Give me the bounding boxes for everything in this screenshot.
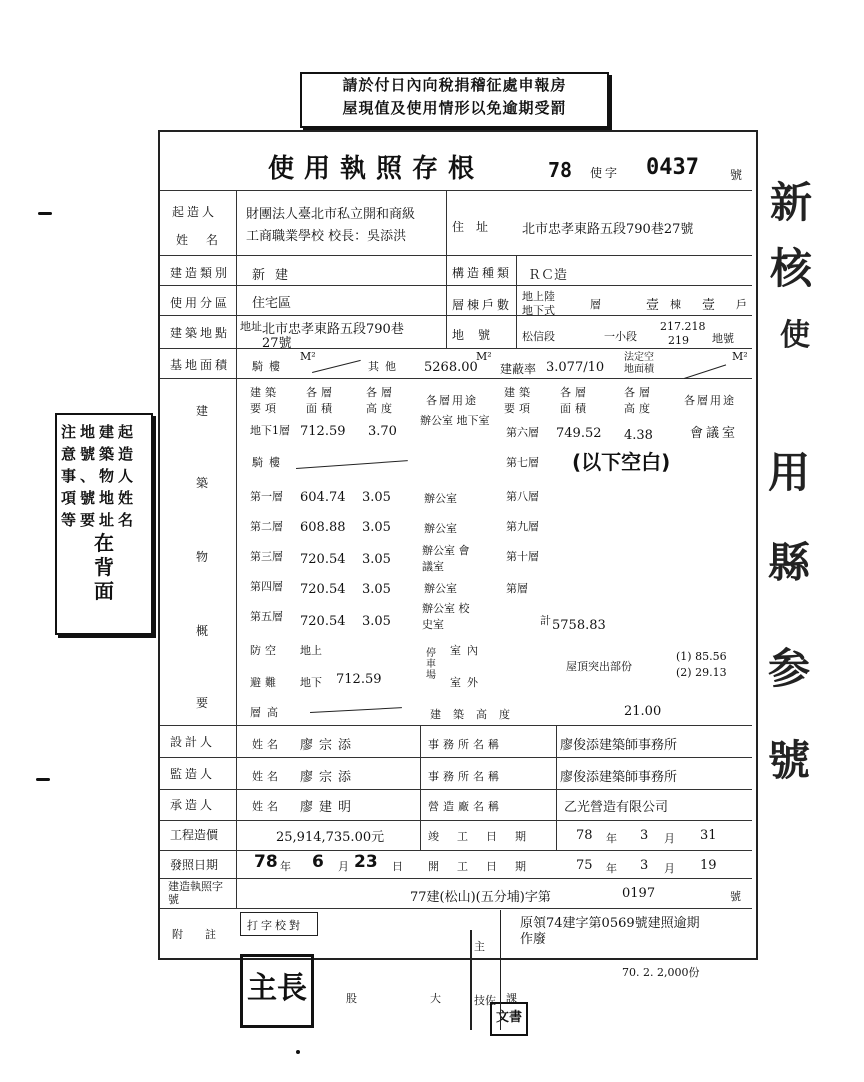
rule-v <box>516 255 517 348</box>
floor-height: 3.05 <box>362 582 391 597</box>
shelter-below-value: 712.59 <box>336 672 382 687</box>
contractor-name-label: 姓名 <box>252 800 282 813</box>
floor-name: 第二層 <box>250 520 283 533</box>
floor-name: 第九層 <box>506 520 539 533</box>
unit-m2: M² <box>732 350 748 363</box>
rule-v <box>446 190 447 348</box>
side-note-line: 事、物人 <box>61 467 138 485</box>
margin-char: 使 <box>780 318 810 353</box>
edge-mark <box>38 212 52 215</box>
floor-use: 辦公室 會議室 <box>422 544 470 573</box>
roof-label: 屋頂突出部份 <box>566 660 632 673</box>
floor-name: 第三層 <box>250 550 283 563</box>
builder-name-1: 財團法人臺北市私立開和商級 <box>246 207 416 222</box>
floor-name: 第四層 <box>250 580 283 593</box>
coverage-value: 3.077/10 <box>546 360 605 375</box>
floors-hu-count: 壹 <box>702 298 716 313</box>
stamp-divider <box>470 930 472 1030</box>
issue-label: 發照日期 <box>170 858 219 872</box>
floor-area: 712.59 <box>300 424 346 439</box>
seal-char: 主 <box>247 971 277 1006</box>
month-char: 月 <box>338 860 349 873</box>
done-day: 31 <box>700 828 717 843</box>
proof-label: 打字校對 <box>247 919 303 932</box>
supervisor-office-label: 事務所名稱 <box>428 770 503 783</box>
struct-value: ＲＣ造 <box>528 268 568 283</box>
rule <box>160 285 752 286</box>
floor-name: 第七層 <box>506 456 539 469</box>
section-char: 概 <box>196 624 212 638</box>
floor-area: 749.52 <box>556 426 602 441</box>
footer-print: 70. 2. 2,000份 <box>622 966 700 979</box>
section-char: 物 <box>196 550 212 564</box>
lot-district: 松信段 <box>522 330 555 343</box>
margin-char: 用 <box>768 448 811 497</box>
rule <box>160 190 752 191</box>
rule-v <box>236 190 237 908</box>
contractor-label: 承造人 <box>170 798 216 812</box>
head-use: 各層用途 <box>426 394 478 407</box>
rule <box>160 315 752 316</box>
unit-m2: M² <box>476 350 492 363</box>
parking-inside: 室內 <box>450 644 484 657</box>
builder-name-2: 工商職業學校 校長：吳添洪 <box>246 229 407 244</box>
bldg-height-label: 建築高度 <box>430 708 522 721</box>
bldg-height-value: 21.00 <box>624 704 662 719</box>
floor-name: 地下1層 <box>250 424 290 437</box>
permit-num: 0197 <box>622 886 656 901</box>
floor-height: 3.05 <box>362 614 391 629</box>
roof-1: (1) 85.56 <box>676 650 727 663</box>
floor-area: 720.54 <box>300 614 346 629</box>
rule <box>160 820 752 821</box>
side-note-box <box>55 413 153 635</box>
floor-name: 第六層 <box>506 426 539 439</box>
rule <box>160 757 752 758</box>
shelter-below: 地下 <box>300 676 322 689</box>
open-space-label: 法定空地面積 <box>624 352 654 375</box>
build-type-label: 建造類別 <box>170 266 231 280</box>
permit-type: 使字 <box>590 166 621 180</box>
floors-hu: 戶 <box>736 298 747 311</box>
remark-text-1: 原領74建字第0569號建照逾期 <box>520 916 700 931</box>
struct-label: 構造種類 <box>452 266 513 280</box>
supervisor-label: 監造人 <box>170 767 216 781</box>
layer-height-label: 層高 <box>250 706 284 719</box>
margin-char: 縣 <box>768 538 811 587</box>
evac-label: 避難 <box>250 676 280 689</box>
start-label: 開工日期 <box>428 860 544 873</box>
permit-number: 0437 <box>646 155 699 180</box>
head-area: 各層面積 <box>306 386 336 415</box>
section-char: 建 <box>196 404 212 418</box>
contractor-firm: 乙光營造有限公司 <box>564 800 669 815</box>
start-month: 3 <box>640 858 649 873</box>
parking-label: 停車場 <box>426 648 436 681</box>
total-label: 計 <box>540 614 551 627</box>
rule <box>160 908 752 909</box>
rule <box>160 255 752 256</box>
rule <box>160 348 752 349</box>
lot-label: 地號 <box>452 328 505 342</box>
coverage-label: 建蔽率 <box>500 362 537 376</box>
side-note-char: 在 <box>94 531 114 555</box>
parking-outside: 室外 <box>450 676 484 689</box>
floor-use: 辦公室 地下室 <box>420 414 490 427</box>
area-total: 5268.00 <box>424 360 478 375</box>
floor-name: 第五層 <box>250 610 283 623</box>
permit-value: 77建(松山)(五分埔)字第 <box>410 890 551 905</box>
head-use: 各層用途 <box>684 394 736 407</box>
head-item: 建築要項 <box>250 386 280 415</box>
remark-label: 附註 <box>172 928 238 941</box>
head-area: 各層面積 <box>560 386 590 415</box>
done-month: 3 <box>640 828 649 843</box>
notice-line1: 請於付日內向稅捐稽征處申報房 <box>342 76 567 94</box>
site-label: 建築地點 <box>170 326 231 340</box>
total-value: 5758.83 <box>552 618 606 633</box>
wenshu-seal: 文書 <box>490 1002 528 1036</box>
floors-below: 地下式 <box>522 304 555 317</box>
floors-layer: 層 <box>590 298 601 311</box>
month-char: 月 <box>664 862 675 875</box>
issue-day: 23 <box>354 852 378 872</box>
designer-name-label: 姓名 <box>252 738 282 751</box>
designer-office-label: 事務所名稱 <box>428 738 503 751</box>
designer-office: 廖俊添建築師事務所 <box>560 738 678 753</box>
section-char: 築 <box>196 476 212 490</box>
margin-char: 號 <box>768 736 811 785</box>
floors-above: 地上陸 <box>522 290 555 303</box>
floor-height: 4.38 <box>624 428 653 443</box>
head-item: 建築要項 <box>504 386 534 415</box>
page-title: 使用執照存根 <box>268 154 485 184</box>
rule <box>160 789 752 790</box>
floor-name: 第層 <box>506 582 528 595</box>
head-height: 各層高度 <box>624 386 654 415</box>
side-note-line: 等要址名 <box>61 511 138 529</box>
site-address: 北市忠孝東路五段790巷 <box>262 322 404 337</box>
floor-name: 第八層 <box>506 490 539 503</box>
floor-name: 騎樓 <box>252 456 286 469</box>
margin-char: 参 <box>768 644 811 693</box>
floors-label: 層棟戶數 <box>452 298 513 312</box>
edge-mark <box>296 1050 300 1054</box>
remark-text-2: 作廢 <box>520 932 547 947</box>
permit-suffix: 號 <box>730 168 746 182</box>
floor-area: 608.88 <box>300 520 346 535</box>
builder-address: 北市忠孝東路五段790巷27號 <box>522 222 694 237</box>
lot-section: 一小段 <box>604 330 637 343</box>
address-label: 住址 <box>452 220 501 234</box>
stamp-label-chief: 主 <box>474 940 485 953</box>
floor-height: 3.70 <box>368 424 397 439</box>
seal-char: 長 <box>277 971 307 1006</box>
area-label: 基地面積 <box>170 358 231 372</box>
floor-name: 第一層 <box>250 490 283 503</box>
side-note-line: 項號地姓 <box>61 489 138 507</box>
shelter-label: 防空 <box>250 644 280 657</box>
side-note-line: 注地建起 <box>61 423 138 441</box>
done-year: 78 <box>576 828 593 843</box>
shelter-above: 地上 <box>300 644 322 657</box>
rule <box>160 850 752 851</box>
lot-suffix: 地號 <box>712 332 734 345</box>
day-char: 日 <box>392 860 403 873</box>
stamp-label-section: 課 <box>506 992 517 1005</box>
rule <box>160 378 752 379</box>
supervisor-office: 廖俊添建築師事務所 <box>560 770 678 785</box>
supervisor-name-label: 姓名 <box>252 770 282 783</box>
start-day: 19 <box>700 858 717 873</box>
head-height: 各層高度 <box>366 386 396 415</box>
floor-area: 720.54 <box>300 582 346 597</box>
builder-label: 起造人 <box>172 205 218 219</box>
floor-use: 辦公室 <box>424 522 457 535</box>
stamp-divider <box>500 910 501 1030</box>
rule-v <box>420 725 421 851</box>
designer-name: 廖宗添 <box>300 738 358 753</box>
month-char: 月 <box>664 832 675 845</box>
arcade-label: 騎樓 <box>252 360 286 373</box>
floors-dong: 棟 <box>670 298 681 311</box>
floor-height: 3.05 <box>362 490 391 505</box>
zoning-value: 住宅區 <box>252 296 292 311</box>
notice-line2: 屋現值及使用情形以免逾期受罰 <box>342 99 567 117</box>
floor-area: 604.74 <box>300 490 346 505</box>
builder-name-label: 姓名 <box>176 233 237 247</box>
stamp-label-team2: 大 <box>430 992 441 1005</box>
rule-v <box>556 725 557 851</box>
zoning-label: 使用分區 <box>170 296 231 310</box>
blank-note: (以下空白) <box>572 450 671 474</box>
year-char: 年 <box>606 832 617 845</box>
floor-name: 第十層 <box>506 550 539 563</box>
floor-use: 會議室 <box>690 426 739 441</box>
side-note-char: 背 <box>94 555 114 579</box>
margin-char: 新 <box>770 178 813 227</box>
floors-ban: 壹 <box>646 298 660 313</box>
floor-area: 720.54 <box>300 552 346 567</box>
issue-month: 6 <box>312 852 324 872</box>
contractor-firm-label: 營造廠名稱 <box>428 800 503 813</box>
supervisor-name: 廖宗添 <box>300 770 358 785</box>
floor-height: 3.05 <box>362 552 391 567</box>
permit-label: 建造執照字號 <box>168 880 223 906</box>
edge-mark <box>36 778 50 781</box>
tax-notice-box <box>300 72 609 128</box>
designer-label: 設計人 <box>170 735 216 749</box>
lot-numbers-2: 219 <box>668 334 689 347</box>
site-addr-prefix: 地址 <box>240 320 262 333</box>
year-char: 年 <box>280 860 291 873</box>
cost-value: 25,914,735.00元 <box>276 830 385 845</box>
official-seal <box>240 954 314 1028</box>
side-note-char: 面 <box>94 579 114 603</box>
floor-use: 辦公室 <box>424 492 457 505</box>
rule <box>160 725 752 726</box>
floor-use: 辦公室 <box>424 582 457 595</box>
stamp-label-team: 股 <box>346 992 357 1005</box>
section-char: 要 <box>196 696 212 710</box>
permit-year: 78 <box>548 158 573 182</box>
site-address-2: 27號 <box>262 336 292 351</box>
stamp-label-officer: 技佐 <box>474 994 496 1007</box>
floor-use: 辦公室 校史室 <box>422 602 470 631</box>
proof-box <box>240 912 318 936</box>
lot-numbers: 217.218 <box>660 320 706 333</box>
unit-m2: M² <box>300 350 316 363</box>
floor-height: 3.05 <box>362 520 391 535</box>
other-label: 其他 <box>368 360 402 373</box>
start-year: 75 <box>576 858 593 873</box>
build-type-value: 新建 <box>252 268 299 283</box>
rule <box>160 878 752 879</box>
roof-2: (2) 29.13 <box>676 666 727 679</box>
issue-year: 78 <box>254 852 278 872</box>
cost-label: 工程造價 <box>170 828 219 842</box>
year-char: 年 <box>606 862 617 875</box>
permit-suffix: 號 <box>730 890 741 903</box>
done-label: 竣工日期 <box>428 830 544 843</box>
margin-char: 核 <box>770 244 813 293</box>
contractor-name: 廖建明 <box>300 800 358 815</box>
side-note-line: 意號築造 <box>61 445 138 463</box>
